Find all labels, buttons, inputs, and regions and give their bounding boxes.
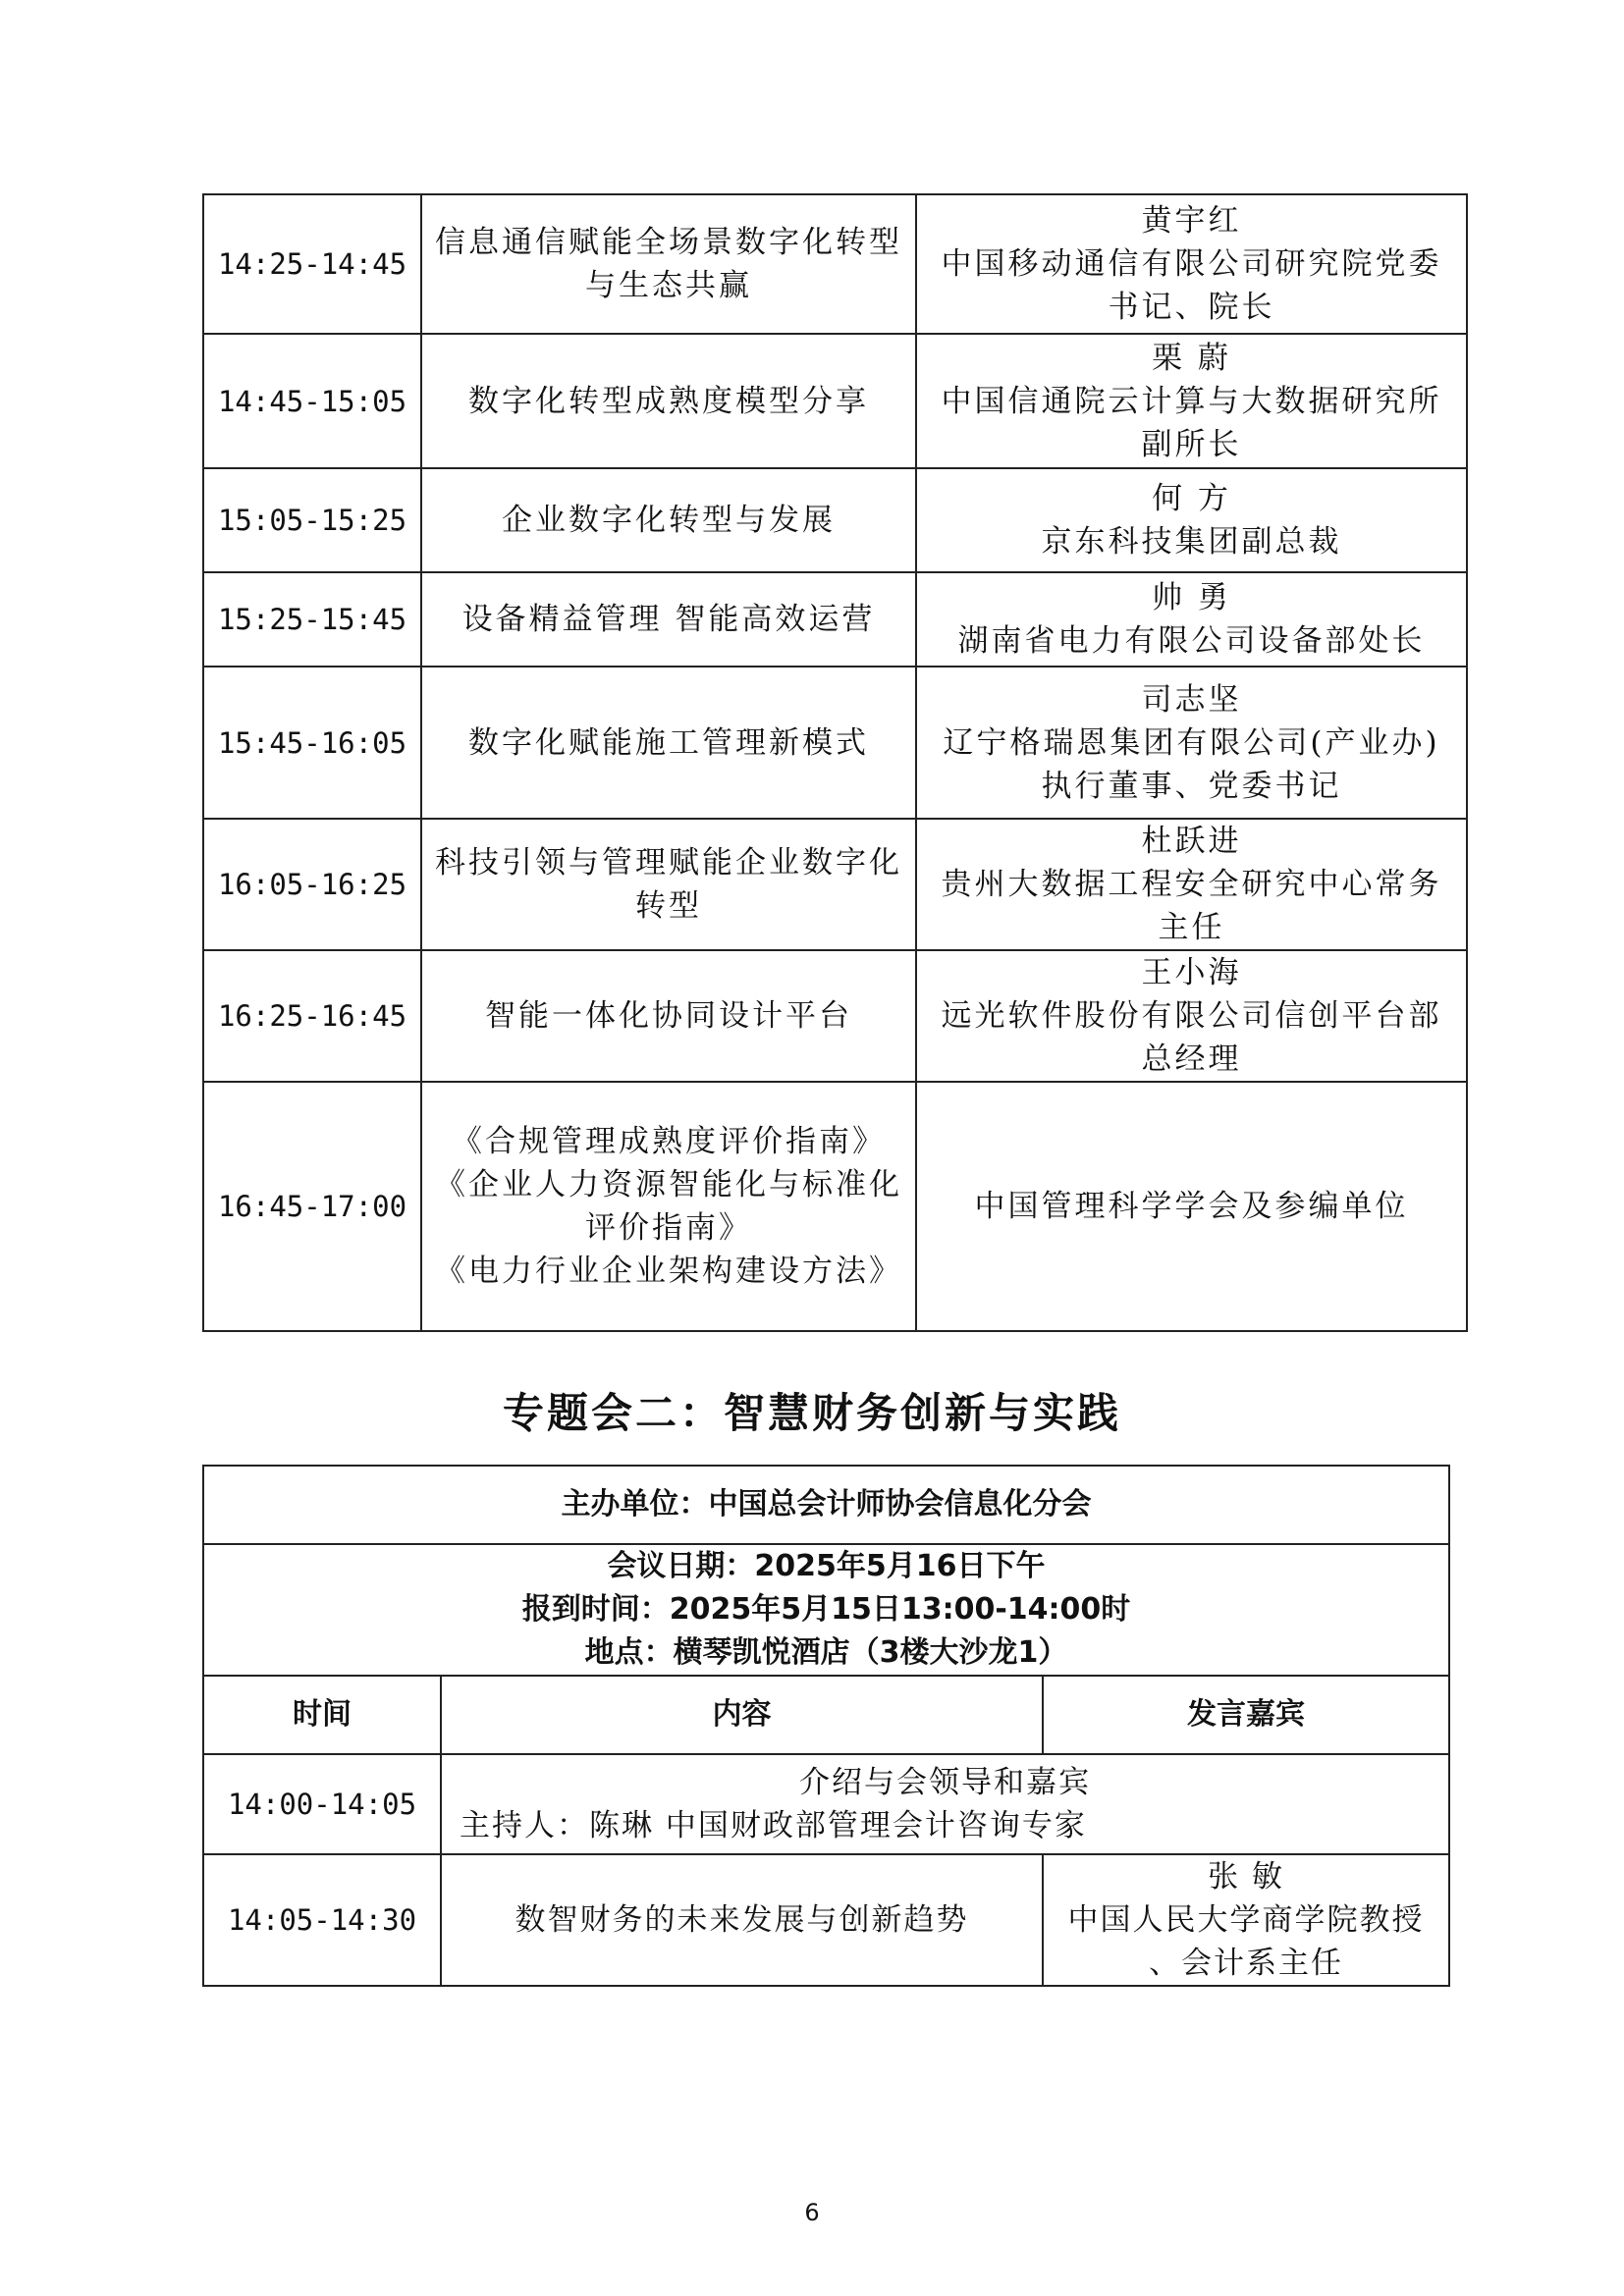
speaker-line: 主任 xyxy=(1158,910,1225,945)
meeting-info-cell xyxy=(203,1544,1449,1676)
speaker-cell xyxy=(916,572,1467,667)
content-line: 信息通信赋能全场景数字化转型 xyxy=(435,225,902,260)
schedule-table-1 xyxy=(202,193,1468,1332)
venue: 地点：横琴凯悦酒店（3楼大沙龙1） xyxy=(584,1635,1068,1670)
speaker-line: 远光软件股份有限公司信创平台部 xyxy=(941,998,1442,1034)
intro-title: 介绍与会领导和嘉宾 xyxy=(799,1765,1091,1800)
organizer-cell: 主办单位：中国总会计师协会信息化分会 xyxy=(203,1466,1449,1544)
content-line: 《合规管理成熟度评价指南》 xyxy=(452,1124,886,1159)
host-line: 主持人：陈琳 中国财政部管理会计咨询专家 xyxy=(460,1808,1087,1843)
page-number: 6 xyxy=(804,2199,820,2226)
speaker-line: 执行董事、党委书记 xyxy=(1041,768,1342,804)
content-line: 与生态共赢 xyxy=(585,268,752,303)
speaker-line: 中国移动通信有限公司研究院党委 xyxy=(941,246,1442,282)
speaker-line: 京东科技集团副总裁 xyxy=(1041,524,1342,560)
time-cell: 14:00-14:05 xyxy=(203,1754,441,1854)
speaker-cell xyxy=(916,1082,1467,1331)
header-time: 时间 xyxy=(203,1676,441,1754)
content-cell xyxy=(421,468,916,572)
header-row xyxy=(203,1676,1449,1754)
organizer-row xyxy=(203,1466,1449,1544)
speaker-line: 张 敏 xyxy=(1208,1859,1284,1895)
time-cell: 15:45-16:05 xyxy=(203,667,421,819)
time-cell: 16:05-16:25 xyxy=(203,819,421,950)
content-cell xyxy=(421,819,916,950)
speaker-line: 辽宁格瑞恩集团有限公司(产业办) xyxy=(943,724,1440,761)
schedule-row xyxy=(203,194,1467,334)
schedule-row xyxy=(203,819,1467,950)
header-speaker: 发言嘉宾 xyxy=(1043,1676,1449,1754)
content-line: 数智财务的未来发展与创新趋势 xyxy=(514,1902,969,1938)
schedule-row xyxy=(203,667,1467,819)
speaker-line: 书记、院长 xyxy=(1108,290,1275,325)
content-line: 转型 xyxy=(635,888,702,924)
schedule-row xyxy=(203,468,1467,572)
speaker-line: 贵州大数据工程安全研究中心常务 xyxy=(941,867,1442,902)
meeting-info-row xyxy=(203,1544,1449,1676)
schedule-row xyxy=(203,334,1467,468)
speaker-line: 王小海 xyxy=(1141,955,1242,990)
speaker-line: 黄宇红 xyxy=(1141,203,1242,239)
speaker-line: 总经理 xyxy=(1141,1041,1242,1077)
speaker-cell xyxy=(916,667,1467,819)
time-cell: 14:45-15:05 xyxy=(203,334,421,468)
speaker-cell xyxy=(1043,1854,1449,1986)
content-cell xyxy=(421,1082,916,1331)
speaker-line: 杜跃进 xyxy=(1141,824,1242,859)
speaker-line: 司志坚 xyxy=(1141,681,1242,718)
content-line: 《电力行业企业架构建设方法》 xyxy=(435,1254,902,1289)
content-cell xyxy=(421,334,916,468)
schedule-table-2 xyxy=(202,1465,1450,1987)
content-line: 数字化赋能施工管理新模式 xyxy=(468,724,869,761)
content-line: 评价指南》 xyxy=(585,1210,752,1246)
speaker-line: 中国管理科学学会及参编单位 xyxy=(974,1189,1409,1224)
section-title: 专题会二：智慧财务创新与实践 xyxy=(502,1389,1121,1437)
speaker-line: 何 方 xyxy=(1152,481,1231,516)
speaker-line: 、会计系主任 xyxy=(1149,1946,1343,1981)
schedule-row xyxy=(203,1082,1467,1331)
speaker-line: 帅 勇 xyxy=(1152,580,1231,615)
header-content: 内容 xyxy=(441,1676,1043,1754)
speaker-line: 湖南省电力有限公司设备部处长 xyxy=(957,623,1426,659)
content-cell xyxy=(421,194,916,334)
speaker-cell xyxy=(916,950,1467,1082)
content-line: 企业数字化转型与发展 xyxy=(502,503,836,538)
content-line: 《企业人力资源智能化与标准化 xyxy=(435,1167,902,1202)
schedule-row xyxy=(203,1854,1449,1986)
speaker-cell xyxy=(916,334,1467,468)
time-cell: 15:05-15:25 xyxy=(203,468,421,572)
time-cell: 14:05-14:30 xyxy=(203,1854,441,1986)
time-cell: 14:25-14:45 xyxy=(203,194,421,334)
intro-row xyxy=(203,1754,1449,1854)
speaker-line: 中国信通院云计算与大数据研究所 xyxy=(941,383,1442,419)
time-cell: 15:25-15:45 xyxy=(203,572,421,667)
content-cell xyxy=(421,667,916,819)
speaker-cell xyxy=(916,468,1467,572)
speaker-line: 副所长 xyxy=(1141,426,1242,462)
meeting-date: 会议日期：2025年5月16日下午 xyxy=(607,1549,1046,1583)
speaker-line: 栗 蔚 xyxy=(1152,340,1231,376)
time-cell: 16:45-17:00 xyxy=(203,1082,421,1331)
schedule-row xyxy=(203,950,1467,1082)
speaker-cell xyxy=(916,819,1467,950)
content-line: 智能一体化协同设计平台 xyxy=(485,998,852,1034)
content-line: 数字化转型成熟度模型分享 xyxy=(468,383,869,419)
content-cell xyxy=(441,1854,1043,1986)
content-line: 设备精益管理 智能高效运营 xyxy=(461,602,876,637)
intro-cell xyxy=(441,1754,1449,1854)
time-cell: 16:25-16:45 xyxy=(203,950,421,1082)
content-line: 科技引领与管理赋能企业数字化 xyxy=(435,845,902,881)
content-cell xyxy=(421,950,916,1082)
speaker-line: 中国人民大学商学院教授 xyxy=(1067,1902,1425,1938)
speaker-cell xyxy=(916,194,1467,334)
schedule-row xyxy=(203,572,1467,667)
check-in-time: 报到时间：2025年5月15日13:00-14:00时 xyxy=(521,1592,1131,1627)
content-cell xyxy=(421,572,916,667)
